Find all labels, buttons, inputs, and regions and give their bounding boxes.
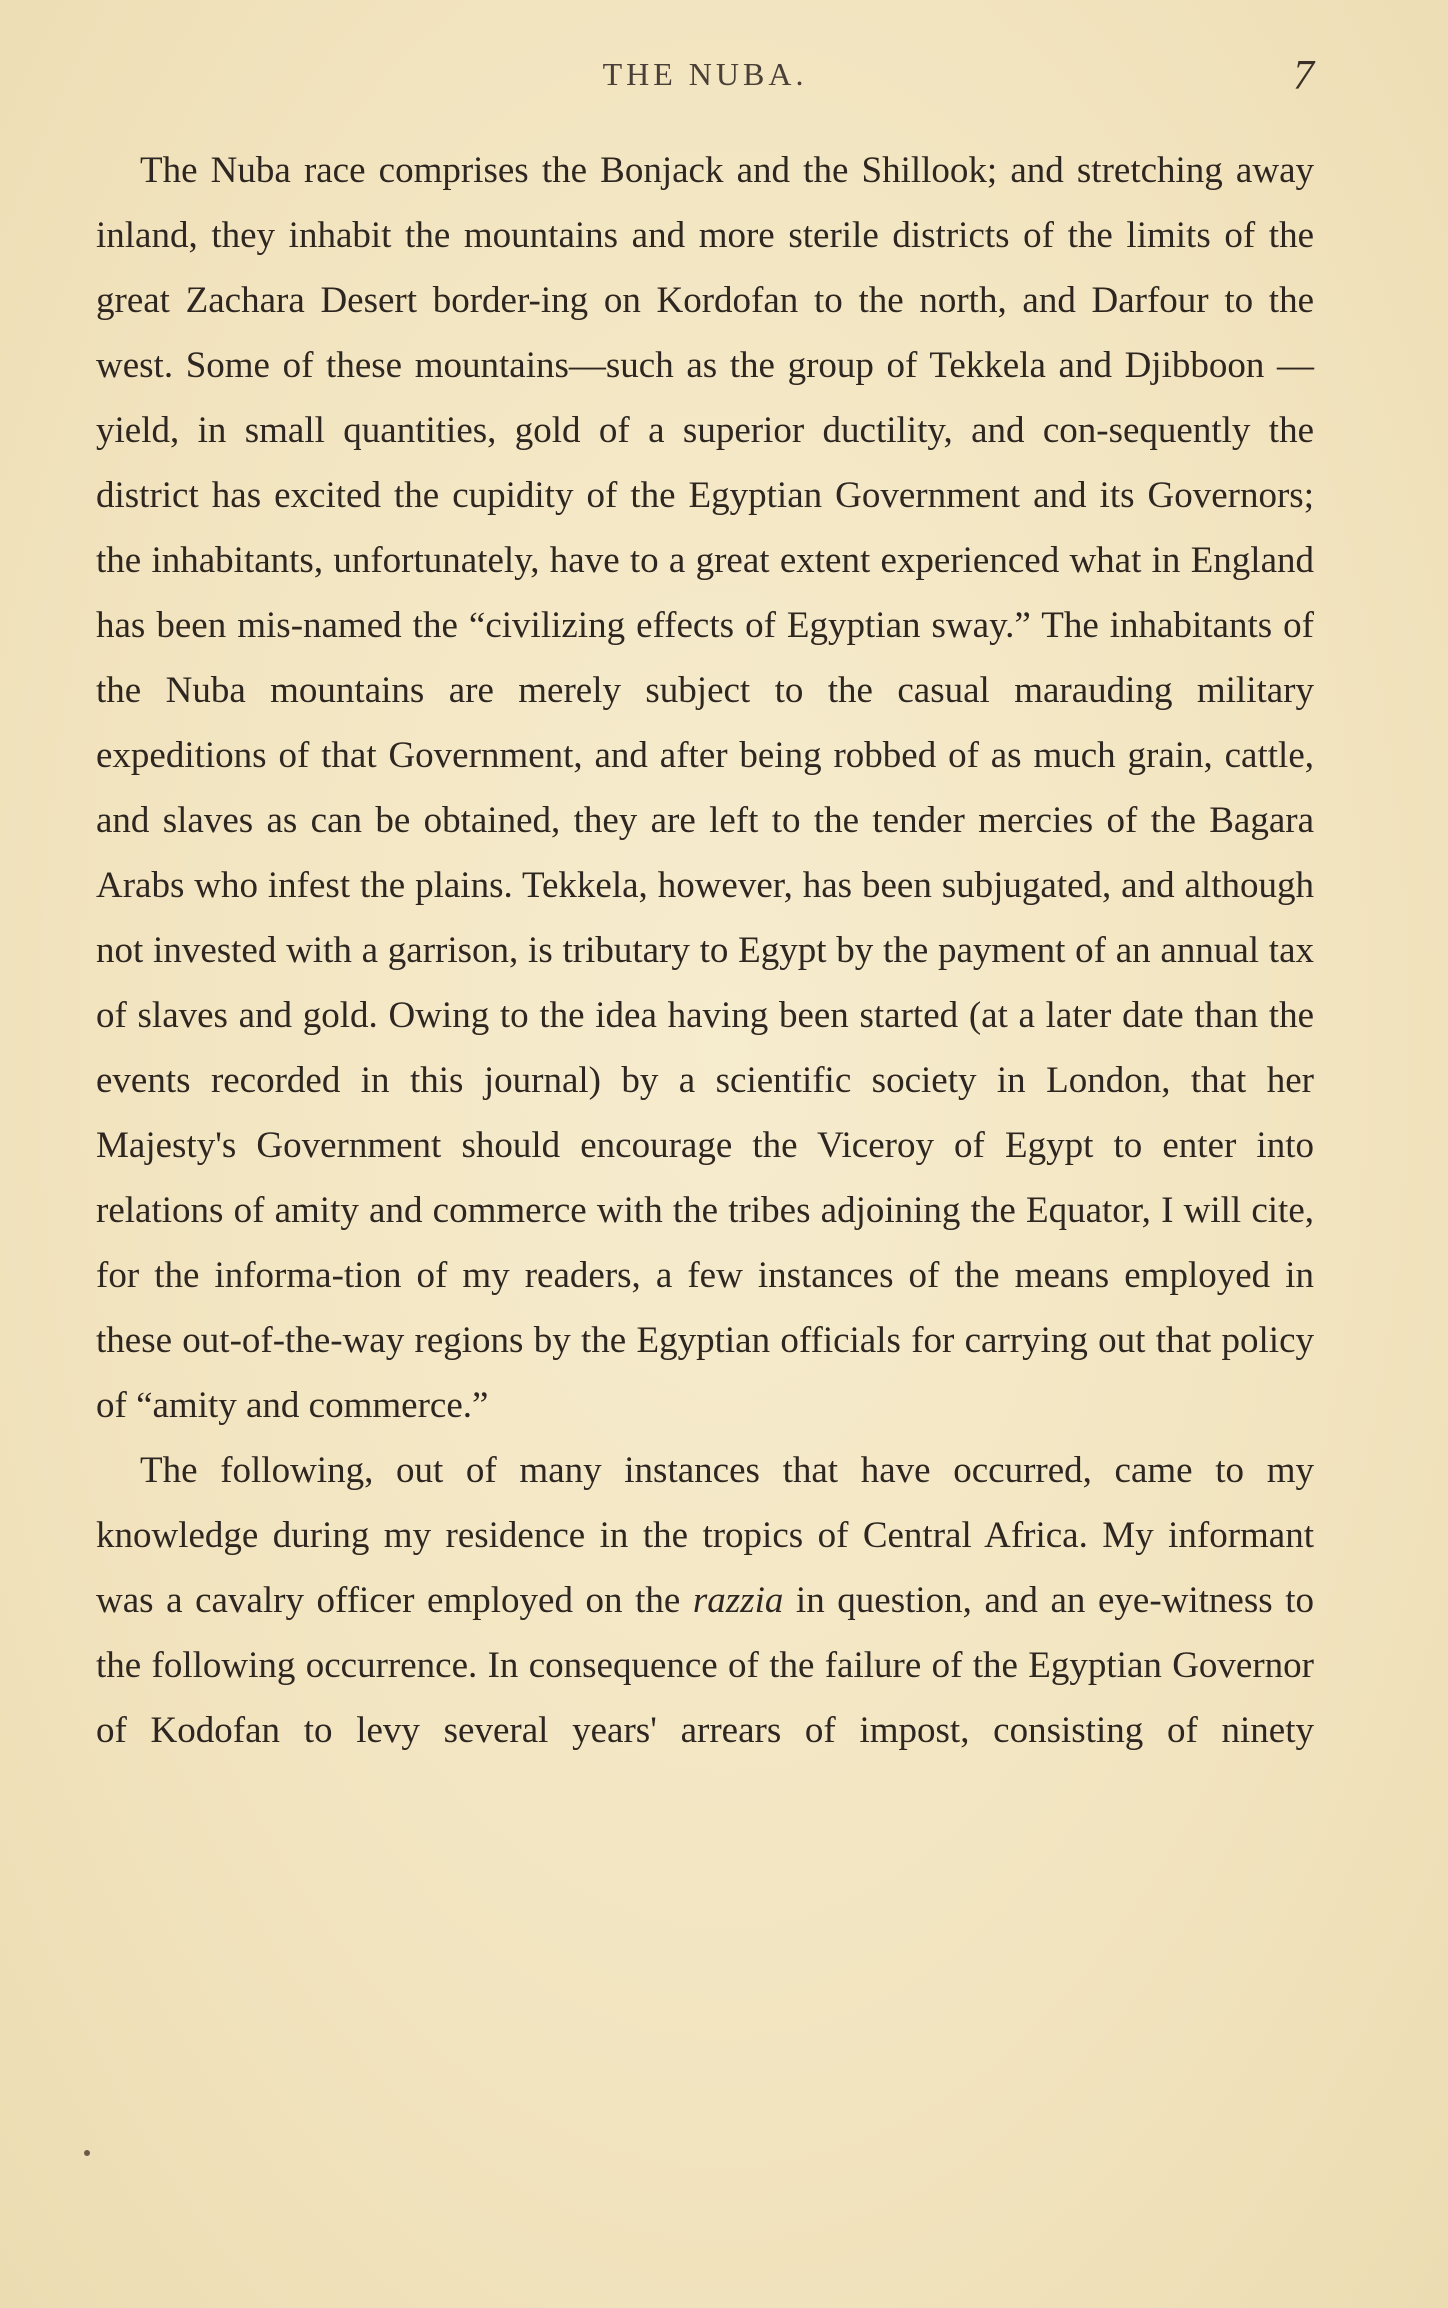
paragraph-nuba-race: The Nuba race comprises the Bonjack and the Shillook; and stretching away inland, they inhabit the mountains and more sterile districts of the limits of the great Zachara Desert border-ing on Kordofan to the north, and Darfour to the west. Some of these mountains—such as the group of Tekkela and Djibboon —yield, in small quantities, gold of a superior ductility, and con-sequently the district has excited the cupidity of the Egyptian Government and its Governors; the inhabitants, unfortunately, have to a great extent experienced what in England has been mis-named the “civilizing effects of Egyptian sway.” The inhabitants of the Nuba mountains are merely subject to the casual marauding military expeditions of that Government, and after being robbed of as much grain, cattle, and slaves as can be obtained, they are left to the tender mercies of the Bagara Arabs who infest the plains. Tekkela, however, has been subjugated, and although not invested with a garrison, is tributary to Egypt by the payment of an annual tax of slaves and gold. Owing to the idea having been started (at a later date than the events recorded in this journal) by a scientific society in London, that her Majesty's Government should encourage the Viceroy of Egypt to enter into relations of amity and commerce with the tribes adjoining the Equator, I will cite, for the informa-tion of my readers, a few instances of the means employed in these out-of-the-way regions by the Egyptian officials for carrying out that policy of “amity and commerce.” [96, 150, 1314, 1426]
running-title: THE NUBA. [602, 56, 808, 92]
paragraph-informant [96, 1438, 1314, 1763]
running-head [96, 52, 1314, 102]
paragraph-text: The following, out of many instances that have occurred, came to my knowledge during my residence in the tropics of Central Africa. My informant was a cavalry officer employed on the [96, 1450, 1314, 1621]
page-number: 7 [1293, 53, 1314, 99]
italic-word: razzia [692, 1580, 784, 1621]
paragraph-text: in question, and an eye-witness to the following occurrence. In consequence of the failure of the Egyptian Governor of Kodofan to levy several years' arrears of impost, consisting of ninety [96, 1580, 1315, 1751]
body-text [96, 138, 1314, 1763]
paper-speck [84, 2150, 90, 2156]
